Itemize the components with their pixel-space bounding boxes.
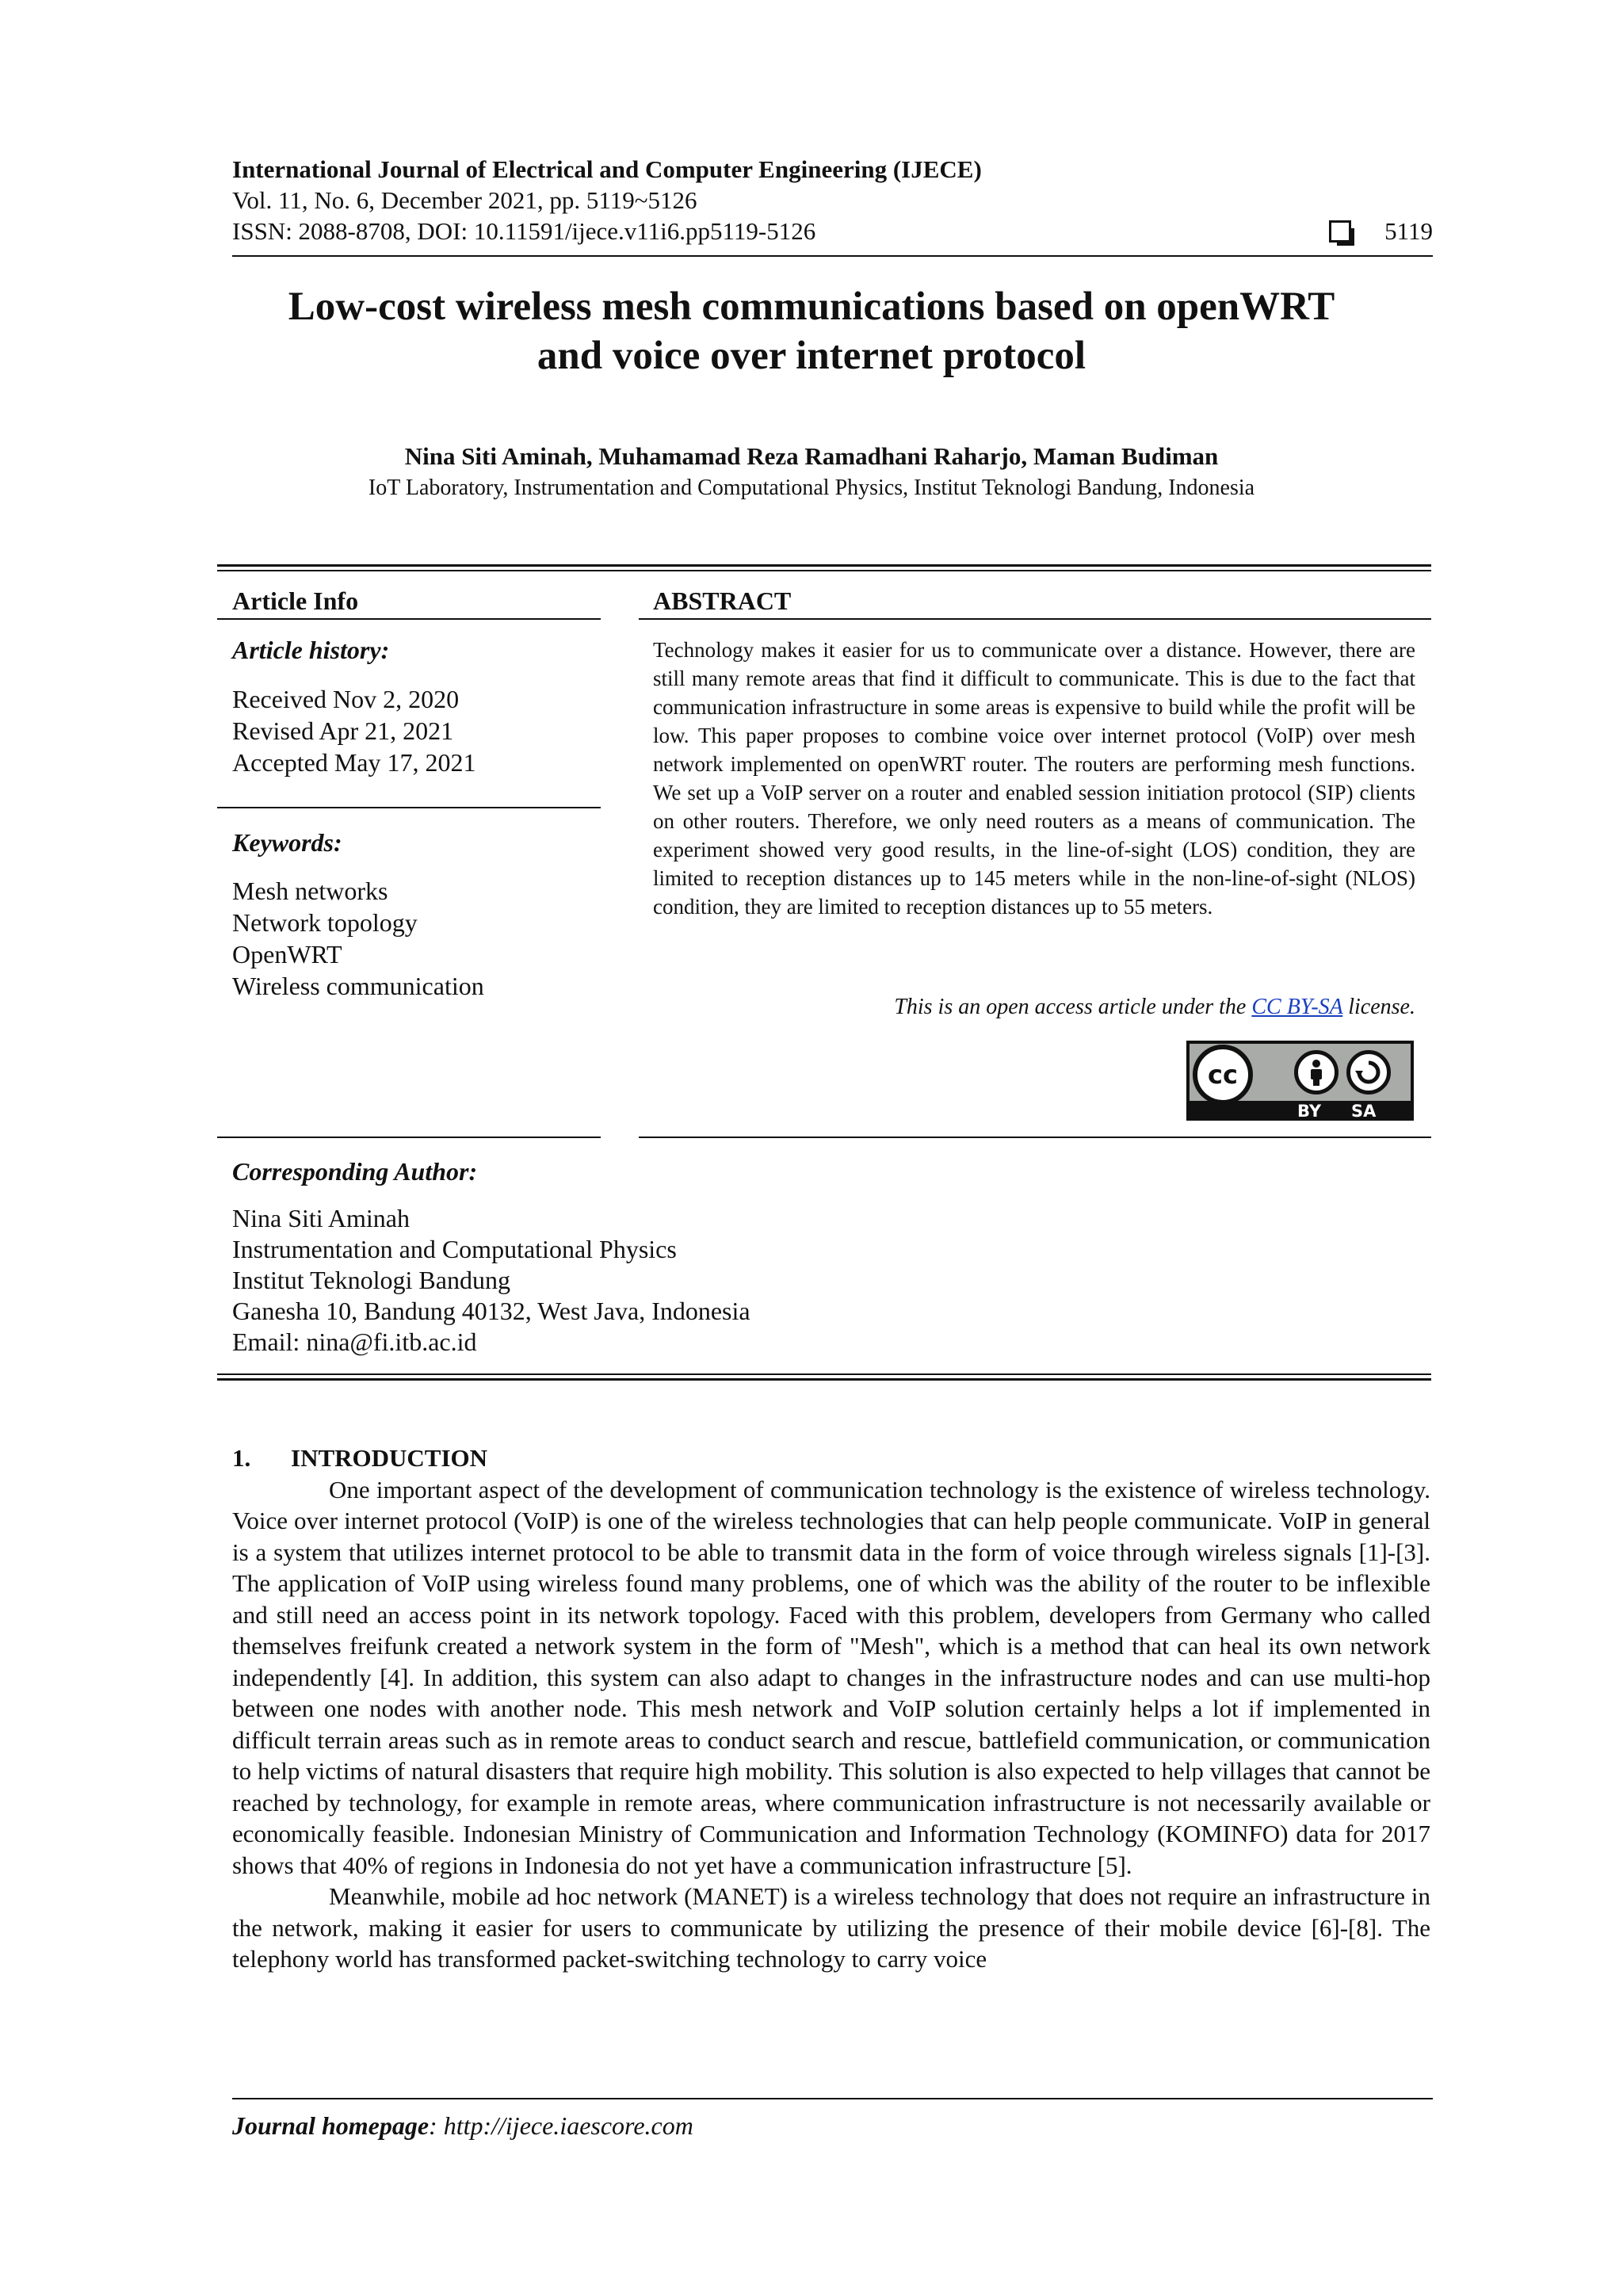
intro-paragraph-1: One important aspect of the development of communication technology is the existence of wireless technology. Voice over internet protocol (VoIP) is one of the wireless technologies that can help people communicate. VoIP in general is a system that utilizes internet protocol to be able to transmit data in the form of voice through wireless signals [1]-[3]. The application of VoIP using wireless found many problems, one of which was the ability of the router to be inflexible and still need an access point in its network topology. Faced with this problem, developers from Germany who called themselves freifunk created a network system in the form of "Mesh", which is a method that can heal its own network independently [4]. In addition, this system can also adapt to changes in the infrastructure nodes and can use multi-hop between one nodes with another node. This mesh network and VoIP solution certainly helps a lot if implemented in difficult terrain areas such as in remote areas to conduct search and rescue, battlefield communication, or communication to help victims of natural disasters that require high mobility. This solution is also expected to help villages that cannot be reached by technology, for example in remote areas, where communication infrastructure is not necessarily available or economically feasible. Indonesian Ministry of Communication and Information Technology (KOMINFO) data for 2017 shows that 40% of regions in Indonesia do not yet have a communication infrastructure [5]. [232,1475,1430,1879]
accepted-date: Accepted May 17, 2021 [232,748,476,777]
history-rule [217,807,601,808]
journal-name: International Journal of Electrical and Computer Engineering (IJECE) [232,155,982,183]
article-info-rule [217,618,601,620]
page-number: 5119 [1384,217,1433,245]
abstract-rule [639,618,1431,620]
by-label: BY [1297,1102,1322,1121]
person-icon [1294,1050,1338,1095]
keywords-rule [217,1137,601,1138]
abstract-text: Technology makes it easier for us to communicate over a distance. However, there are still many remote areas that find it difficult to communicate. This is due to the fact that communication infrastructure in some areas is expensive to build while the profit will be low. This paper proposes to combine voice over internet protocol (VoIP) over mesh network implemented on openWRT router. The routers are performing mesh functions. We set up a VoIP server on a router and enabled session initiation protocol (SIP) clients on other routers. Therefore, we only need routers as a means of communication. The experiment showed very good results, in the line-of-sight (LOS) condition, they are limited to reception distances up to 145 meters while in the non-line-of-sight (NLOS) condition, they are limited to reception distances up to 55 meters. [653,638,1415,919]
volume-info: Vol. 11, No. 6, December 2021, pp. 5119~5126 [232,186,697,214]
authors: Nina Siti Aminah, Muhamamad Reza Ramadhani Raharjo, Maman Budiman [404,442,1219,470]
homepage-label: Journal homepage [232,2111,430,2140]
header-rule [232,255,1433,257]
author-institute: Institut Teknologi Bandung [232,1266,510,1294]
section-title: INTRODUCTION [291,1444,488,1472]
info-top-rule-2 [217,570,1431,571]
author-email[interactable]: Email: nina@fi.itb.ac.id [232,1328,477,1356]
abstract-heading: ABSTRACT [653,586,792,615]
homepage-url[interactable]: : http://ijece.iaescore.com [429,2111,693,2140]
cc-by-sa-badge[interactable] [1186,1041,1414,1121]
article-history-heading: Article history: [232,636,390,664]
journal-homepage [232,2111,693,2141]
received-date: Received Nov 2, 2020 [232,685,460,713]
share-alike-icon [1346,1050,1391,1095]
title-line-1: Low-cost wireless mesh communications based on openWRT [288,285,1335,329]
title-line-2: and voice over internet protocol [537,334,1086,378]
footer-rule [232,2098,1433,2099]
keywords-heading: Keywords: [232,828,342,857]
license-suffix: license. [1342,995,1415,1019]
section-number: 1. [232,1444,251,1472]
introduction-section [232,1442,1430,1975]
intro-paragraph-2: Meanwhile, mobile ad hoc network (MANET) is a wireless technology that does not require an infrastructure in the network, making it easier for users to communicate by utilizing the presence of their mobile device [6]-[8]. The telephony world has transformed packet-switching technology to carry voice [232,1882,1430,1973]
keyword-item: Network topology [232,908,418,937]
open-access-note [894,995,1415,1020]
revised-date: Revised Apr 21, 2021 [232,716,454,745]
cc-icon: cc [1193,1045,1253,1105]
info-bottom-rule-2 [217,1378,1431,1381]
paper-title [190,282,1433,380]
keyword-item: Mesh networks [232,877,388,905]
corresponding-heading: Corresponding Author: [232,1157,478,1186]
keyword-item: OpenWRT [232,940,342,968]
info-top-rule-1 [217,564,1431,567]
author-dept: Instrumentation and Computational Physics [232,1235,677,1263]
cc-by-sa-link[interactable]: CC BY-SA [1251,995,1343,1019]
introduction-heading [232,1442,1430,1474]
license-prefix: This is an open access article under the [894,995,1252,1019]
sa-label: SA [1351,1102,1377,1121]
keyword-item: Wireless communication [232,972,484,1000]
author-address: Ganesha 10, Bandung 40132, West Java, Indonesia [232,1297,750,1325]
article-info-heading: Article Info [232,586,359,615]
abstract-bottom-rule [639,1137,1431,1138]
author-name: Nina Siti Aminah [232,1204,410,1232]
issn-doi: ISSN: 2088-8708, DOI: 10.11591/ijece.v11i6.pp5119-5126 [232,217,816,245]
page-number-block [1329,217,1433,246]
affiliation: IoT Laboratory, Instrumentation and Computational Physics, Institut Teknologi Bandung, Indonesia [368,476,1255,500]
info-bottom-rule-1 [217,1373,1431,1375]
shadowed-box-icon [1329,220,1351,243]
